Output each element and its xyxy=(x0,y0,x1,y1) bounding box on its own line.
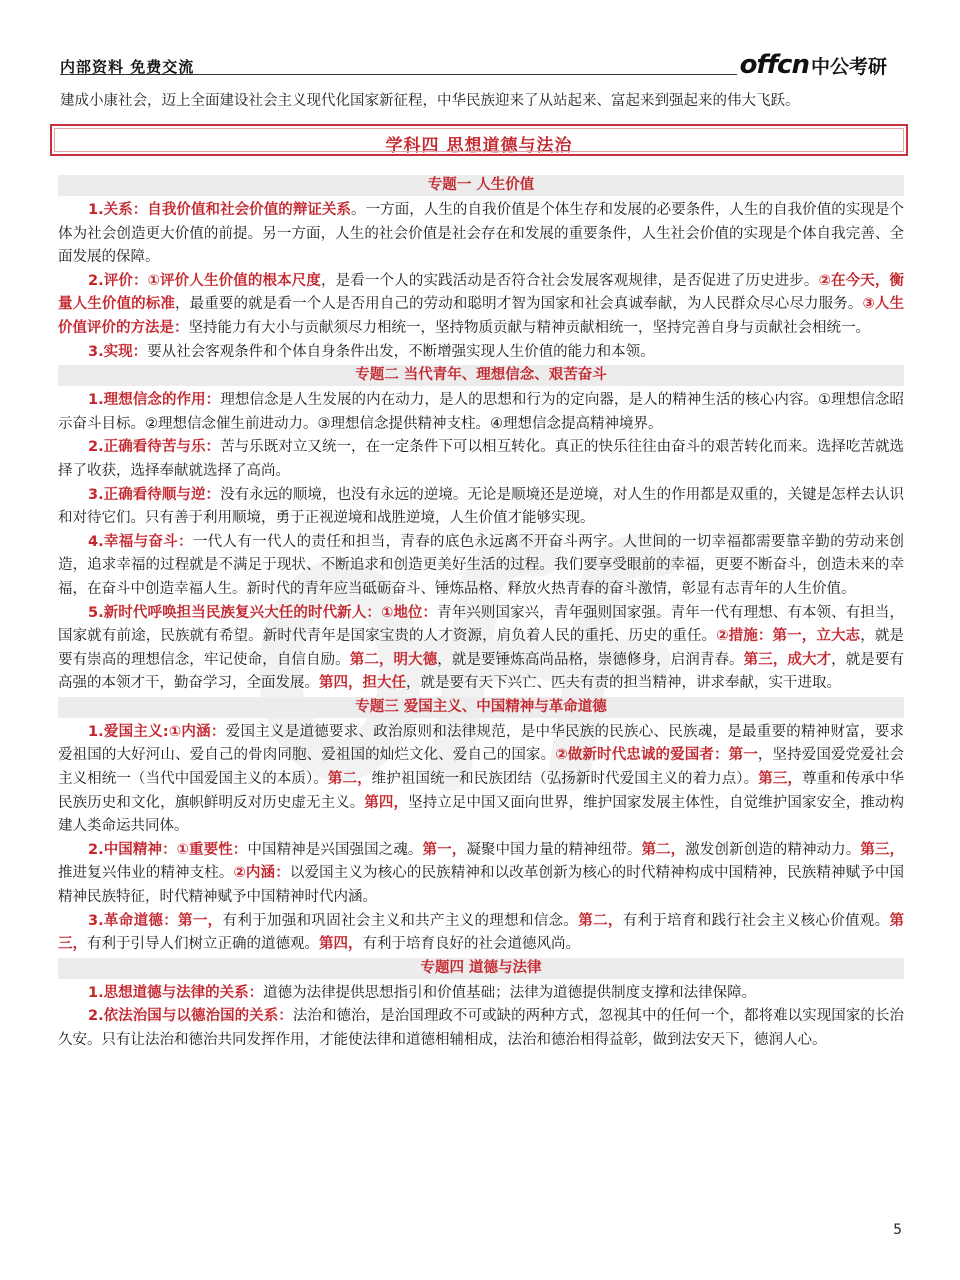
highlight-text: 第一， xyxy=(422,841,467,858)
highlight-text: ②措施：第一，立大志 xyxy=(716,628,861,645)
body-text: 坚持能力有大小与贡献须尽力相统一，坚持物质贡献与精神贡献相统一，坚持完善自身与贡献社会相统一。 xyxy=(188,319,870,336)
body-text: 爱国主义是道德要求、政治原则和法律规范，是中华民族的民族心、民族魂，是最重要的精神财富，要求爱祖国的大好河山、爱自己的骨肉同胞、爱祖国的灿烂文化、爱自己的国家。 xyxy=(58,723,904,764)
body-text: 凝聚中国力量的精神纽带。 xyxy=(466,841,642,858)
offcn-logo xyxy=(740,50,887,80)
body-text: ，就是要锤炼高尚品格，崇德修身，启润青春。 xyxy=(437,651,744,668)
highlight-text: ②内涵： xyxy=(233,865,290,882)
highlight-text: 第四，担大任 xyxy=(319,675,406,692)
page-header xyxy=(58,52,903,80)
topic-heading: 专题二 当代青年、理想信念、艰苦奋斗 xyxy=(58,365,904,386)
highlight-text: 2.评价：①评价人生价值的根本尺度 xyxy=(88,272,322,289)
body-text: ，就是要有天下兴亡、匹夫有责的担当精神，讲求奉献，实干进取。 xyxy=(406,675,841,692)
body-text: 法治和德治，是治国理政不可或缺的两种方式，忽视其中的任何一个，都将难以实现国家的长治久安。只有让法治和德治共同发挥作用，才能使法律和道德相辅相成，法治和德治相得益彰，做到法安天下，德润人心。 xyxy=(58,1008,904,1048)
topic-paragraph xyxy=(58,270,904,341)
content-body xyxy=(58,174,904,1053)
highlight-text: 第三， xyxy=(58,912,904,953)
body-text: 没有永远的顺境，也没有永远的逆境。无论是顺境还是逆境，对人生的作用都是双重的，关键是怎样去认识和对待它们。只有善于利用顺境，勇于正视逆境和战胜逆境，人生价值才能够实现。 xyxy=(58,486,904,527)
body-text: ，就是要有崇高的理想信念，牢记使命，自信自励。 xyxy=(58,628,905,668)
topic-paragraph xyxy=(58,721,904,839)
topic-paragraph xyxy=(58,341,904,365)
intro-line: 建成小康社会，迈上全面建设社会主义现代化国家新征程，中华民族迎来了从站起来、富起来到强起来的伟大飞跃。 xyxy=(60,93,800,109)
body-text: ，就是要有高强的本领才干，勤奋学习，全面发展。 xyxy=(58,651,905,692)
highlight-text: 1.爱国主义:①内涵： xyxy=(88,723,226,740)
body-text: 尊重和传承中华民族历史和文化，旗帜鲜明反对历史虚无主义。 xyxy=(58,771,905,811)
highlight-text: 5.新时代呼唤担当民族复兴大任的时代新人：①地位： xyxy=(88,604,438,621)
topic-paragraph xyxy=(58,839,904,910)
body-text: 。一方面，人生的自我价值是个体生存和发展的必要条件，人生的自我价值的实现是个体为社会创造更大价值的前提。另一方面，人生的社会价值是社会存在和发展的重要条件，人生社会价值的实现是个体自我完善、全面发展的保障。 xyxy=(58,202,904,266)
body-text: 激发创新创造的精神动力。 xyxy=(685,841,861,858)
topic-heading: 专题一 人生价值 xyxy=(58,175,904,196)
body-text: 一代人有一代人的责任和担当，青春的底色永远离不开奋斗两字。人世间的一切幸福都需要靠辛勤的劳动来创造，追求幸福的过程就是不满足于现状、不断追求和创造更美好生活的过程。我们要享受眼前的幸福，更要不断奋斗，创造未来的幸福，在奋斗中创造幸福人生。新时代的青年应当砥砺奋斗、锤炼品格、释放火热青春的奋斗激情，彰显有志青年的人生价值。 xyxy=(58,533,904,597)
highlight-text: 第三， xyxy=(860,841,905,858)
topic-heading: 专题四 道德与法律 xyxy=(58,958,904,979)
body-text: 有利于培育和践行社会主义核心价值观。 xyxy=(622,912,890,929)
body-text: ，是看一个人的实践活动是否符合社会发展客观规律，是否促进了历史进步。 xyxy=(321,272,819,289)
highlight-text: 第二， xyxy=(578,912,623,929)
topic-paragraph xyxy=(58,436,904,483)
topic-paragraph xyxy=(58,389,904,436)
subject-title: 学科四 思想道德与法治 xyxy=(385,136,573,156)
highlight-text: 第二， xyxy=(327,771,372,788)
highlight-text: 3.革命道德：第一， xyxy=(88,912,223,929)
topic-heading: 专题三 爱国主义、中国精神与革命道德 xyxy=(58,697,904,718)
topic-paragraph xyxy=(58,1005,904,1052)
topic-paragraph xyxy=(58,982,904,1006)
body-text: 道德为法律提供思想指引和价值基础；法律为道德提供制度支撑和法律保障。 xyxy=(263,984,757,1001)
body-text: ，最重要的就是看一个人是否用自己的劳动和聪明才智为国家和社会真诚奉献，为人民群众尽心尽力服务。 xyxy=(175,296,863,313)
body-text: 推进复兴伟业的精神支柱。 xyxy=(58,865,234,882)
highlight-text: ③人生价值评价的方法是： xyxy=(58,296,904,336)
page-number: 5 xyxy=(893,1222,902,1238)
highlight-text: 1.关系：自我价值和社会价值的辩证关系 xyxy=(88,202,352,218)
logo-cn-text: 中公考研 xyxy=(810,56,887,78)
body-text: ，坚持爱国爱党爱社会主义相统一（当代中国爱国主义的本质）。 xyxy=(58,747,905,788)
highlight-text: 2.中国精神：①重要性： xyxy=(88,841,248,858)
body-text: 有利于培育良好的社会道德风尚。 xyxy=(362,936,580,953)
highlight-text: 3.正确看待顺与逆： xyxy=(88,486,221,503)
body-text: 以爱国主义为核心的民族精神和以改革创新为核心的时代精神构成中国精神，民族精神赋予中国精神民族特征，时代精神赋予中国精神时代内涵。 xyxy=(58,865,905,906)
highlight-text: 第四， xyxy=(364,794,409,811)
body-text: 有利于加强和巩固社会主义和共产主义的理想和信念。 xyxy=(222,912,579,929)
topic-paragraph xyxy=(58,910,904,957)
body-text: 中国精神是兴国强国之魂。 xyxy=(247,841,423,858)
highlight-text: 4.幸福与奋斗： xyxy=(88,533,193,550)
header-label: 内部资料 免费交流 xyxy=(60,58,195,76)
header-rule xyxy=(60,74,737,75)
highlight-text: 2.正确看待苦与乐： xyxy=(88,439,221,456)
topic-paragraph xyxy=(58,484,904,531)
body-text: 要从社会客观条件和个体自身条件出发，不断增强实现人生价值的能力和本领。 xyxy=(147,343,655,360)
body-text: 苦与乐既对立又统一，在一定条件下可以相互转化。真正的快乐往往由奋斗的艰苦转化而来。选择吃苦就选择了收获，选择奉献就选择了高尚。 xyxy=(58,439,904,479)
subject-heading-box xyxy=(50,124,908,156)
body-text: 有利于引导人们树立正确的道德观。 xyxy=(87,936,319,953)
highlight-text: 1.理想信念的作用： xyxy=(88,392,221,409)
highlight-text: 3.实现： xyxy=(88,343,148,360)
highlight-text: ②做新时代忠诚的爱国者：第一 xyxy=(555,747,758,764)
body-text: 坚持立足中国又面向世界，维护国家发展主体性，自觉维护国家安全，推动构建人类命运共同体。 xyxy=(58,794,905,835)
topic-paragraph xyxy=(58,602,904,696)
highlight-text: 2.依法治国与以德治国的关系： xyxy=(88,1008,293,1025)
highlight-text: 第三，成大才 xyxy=(743,651,832,668)
body-text: 维护祖国统一和民族团结（弘扬新时代爱国主义的着力点）。 xyxy=(371,771,759,788)
body-text: 理想信念是人生发展的内在动力，是人的思想和行为的定向器，是人的精神生活的核心内容。①理想信念昭示奋斗目标。②理想信念催生前进动力。③理想信念提供精神支柱。④理想信念提高精神境界。 xyxy=(58,392,904,432)
highlight-text: 第四， xyxy=(319,936,363,953)
highlight-text: 第二，明大德 xyxy=(349,651,438,668)
highlight-text: 第二， xyxy=(641,841,686,858)
body-text: 青年兴则国家兴，青年强则国家强。青年一代有理想、有本领、有担当，国家就有前途，民族就有希望。新时代青年是国家宝贵的人才资源，肩负着人民的重托、历史的重任。 xyxy=(58,604,904,645)
topic-paragraph xyxy=(58,531,904,602)
highlight-text: 1.思想道德与法律的关系： xyxy=(88,984,264,1001)
logo-offcn-text: offcn xyxy=(739,50,809,80)
highlight-text: ②在今天，衡量人生价值的标准 xyxy=(58,272,905,313)
highlight-text: 第三， xyxy=(758,771,802,788)
topic-paragraph xyxy=(58,199,904,270)
